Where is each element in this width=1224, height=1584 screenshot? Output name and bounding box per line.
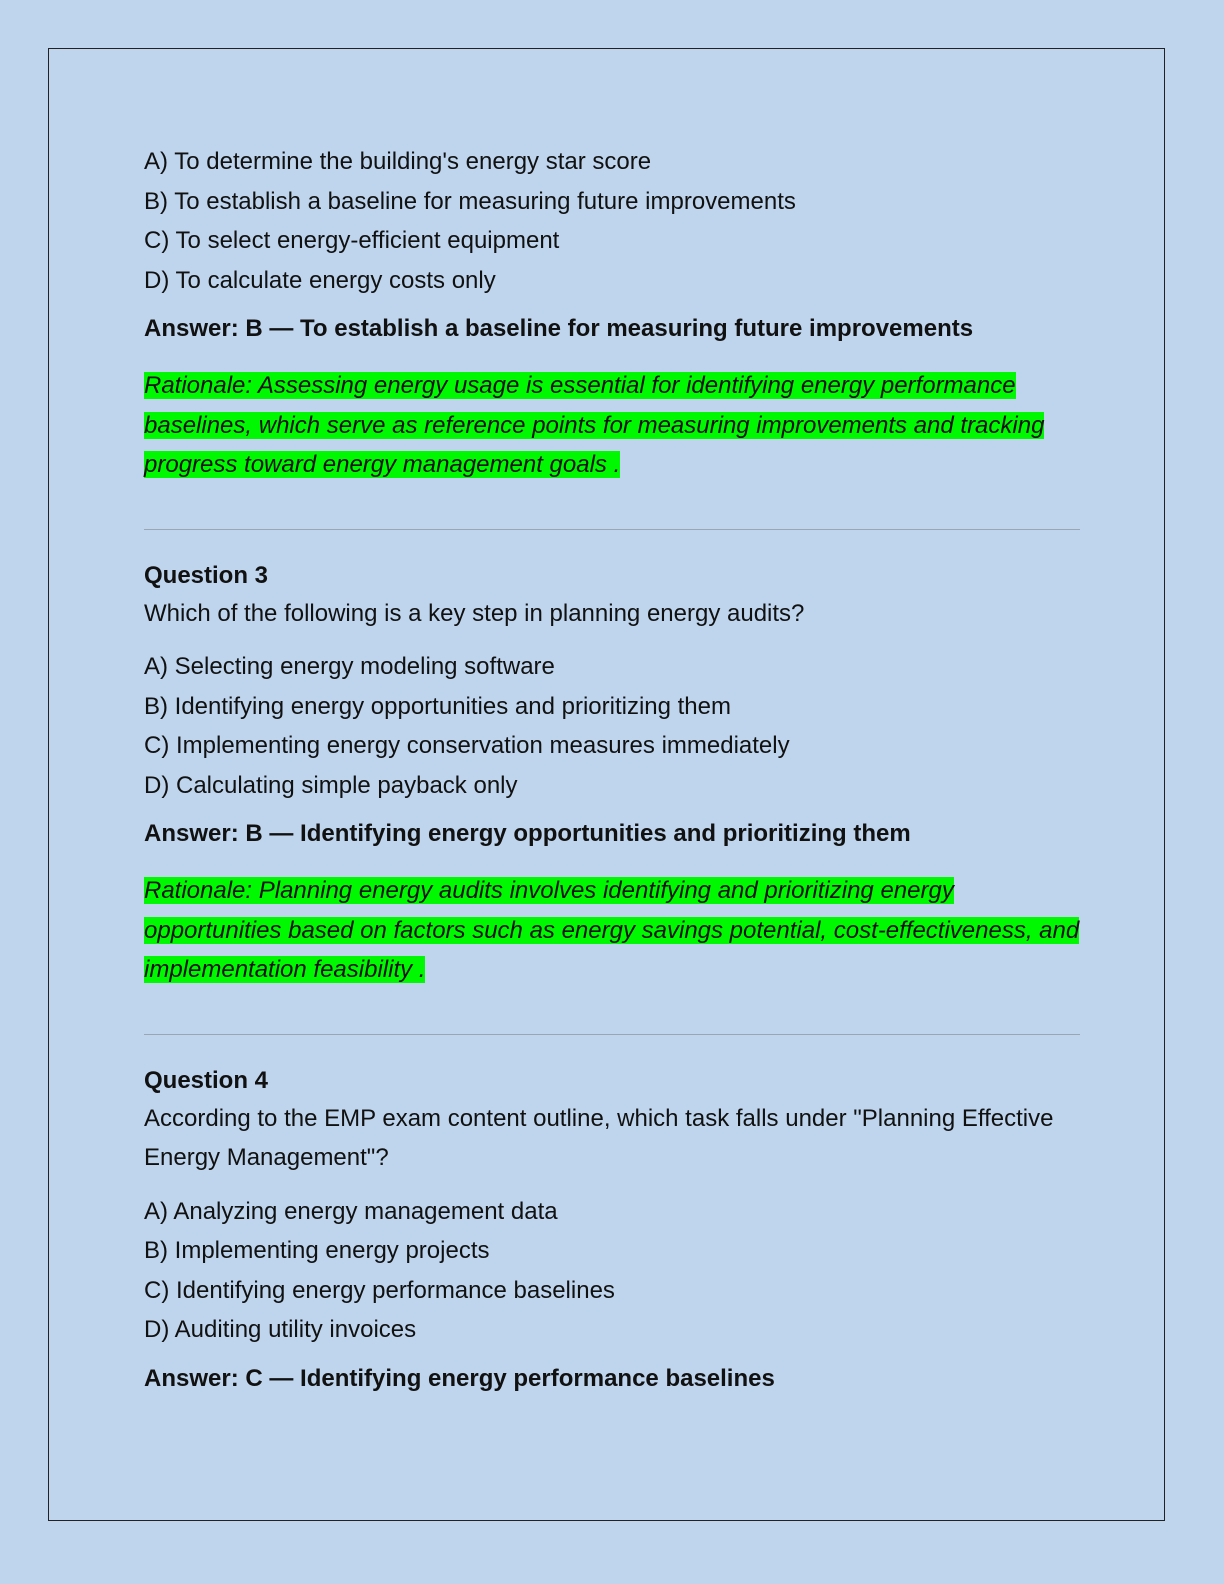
option-c: C) Implementing energy conservation measures immediately xyxy=(144,732,790,759)
answer-line: Answer: B — Identifying energy opportunities and prioritizing them xyxy=(144,820,911,847)
answer-options xyxy=(144,1192,1080,1350)
option-b: B) Identifying energy opportunities and prioritizing them xyxy=(144,692,731,720)
option-a: A) Analyzing energy management data xyxy=(144,1197,558,1225)
question-text: According to the EMP exam content outline, which task falls under "Planning Effective Energy Management"? xyxy=(144,1104,1054,1171)
option-a: A) To determine the building's energy star score xyxy=(144,148,652,175)
option-b: B) To establish a baseline for measuring future improvements xyxy=(144,187,796,215)
rationale-highlight: Rationale: Assessing energy usage is essential for identifying energy performance baselines, which serve as reference points for measuring improvements and tracking progress toward energy management goals . xyxy=(144,372,1045,478)
question-text: Which of the following is a key step in planning energy audits? xyxy=(144,599,805,627)
rationale xyxy=(144,366,1080,485)
rationale xyxy=(144,871,1080,990)
section-divider xyxy=(144,1034,1080,1035)
option-c: C) To select energy-efficient equipment xyxy=(144,227,560,254)
answer-line: Answer: B — To establish a baseline for measuring future improvements xyxy=(144,315,974,342)
option-d: D) Auditing utility invoices xyxy=(144,1316,417,1343)
option-a: A) Selecting energy modeling software xyxy=(144,653,555,680)
answer-line: Answer: C — Identifying energy performance baselines xyxy=(144,1364,775,1392)
option-d: D) Calculating simple payback only xyxy=(144,771,518,799)
section-divider xyxy=(144,529,1080,530)
option-b: B) Implementing energy projects xyxy=(144,1237,490,1264)
answer-options xyxy=(144,142,1080,300)
rationale-highlight: Rationale: Planning energy audits involves identifying and prioritizing energy opportunities based on factors such as energy savings potential, cost-effectiveness, and implementation feasibility . xyxy=(144,877,1080,983)
option-c: C) Identifying energy performance baselines xyxy=(144,1276,615,1304)
question-title: Question 3 xyxy=(144,561,269,589)
question-title: Question 4 xyxy=(144,1066,269,1094)
document-content xyxy=(144,142,1080,1416)
option-d: D) To calculate energy costs only xyxy=(144,266,496,294)
answer-options xyxy=(144,647,1080,805)
